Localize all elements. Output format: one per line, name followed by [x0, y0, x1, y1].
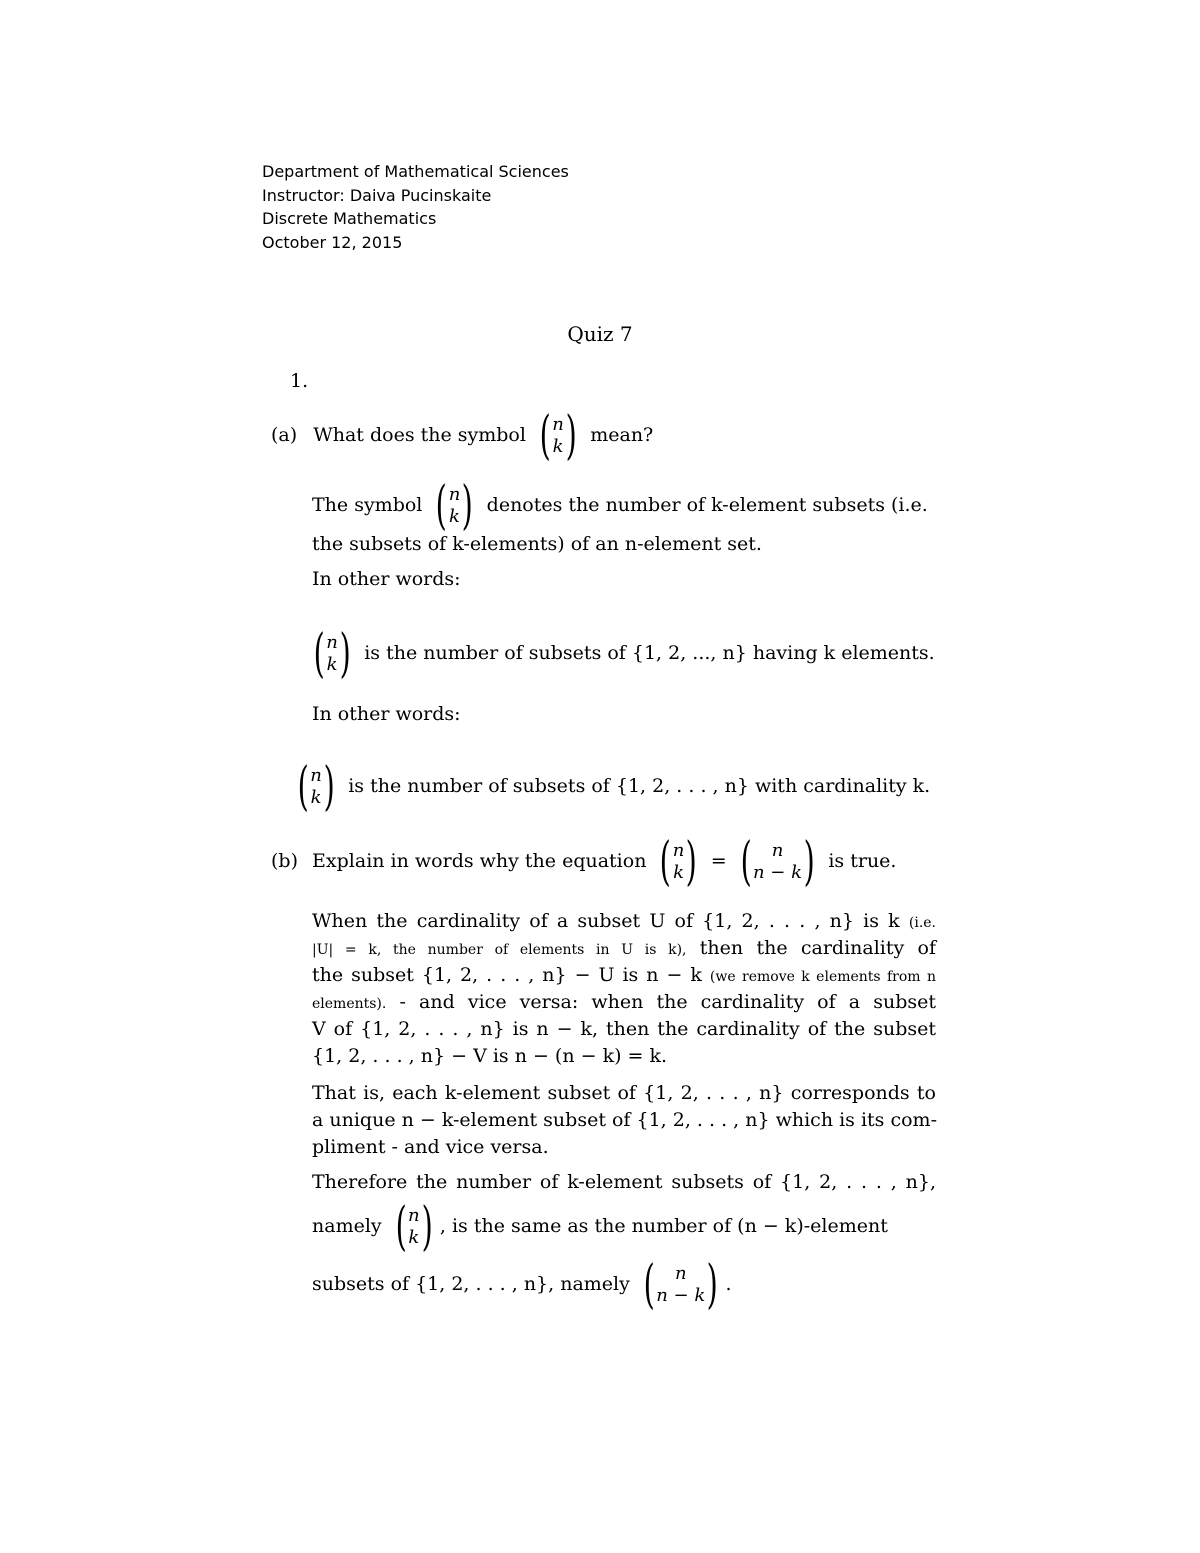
part-b-p2-line-3: pliment - and vice versa. [312, 1136, 549, 1158]
part-b-p1-line-4: elements). - and vice versa: when the cardinality of a subset [312, 991, 936, 1013]
in-other-words-1: In other words: [312, 568, 461, 590]
part-a-question [271, 406, 654, 466]
part-b-question: (b) Explain in words why the equation ( n k ) = ( n n − k ) is true. [271, 832, 897, 892]
part-b-p1-line-6: {1, 2, . . . , n} − V is n − (n − k) = k. [312, 1045, 668, 1067]
document-header [262, 160, 569, 254]
part-a-label: (a) [271, 424, 298, 446]
in-other-words-2: In other words: [312, 703, 461, 725]
department-line: Department of Mathematical Sciences [262, 162, 569, 181]
date-line: October 12, 2015 [262, 232, 403, 252]
part-b-p2-line-2: a unique n − k-element subset of {1, 2, . . . , n} which is its com- [312, 1109, 937, 1131]
binomial-coefficient: ( n k ) [395, 1197, 433, 1257]
statement-2: ( n k ) is the number of subsets of {1, 2, . . . , n} with cardinality k. [290, 761, 930, 813]
binomial-coefficient: ( n k ) [297, 757, 335, 817]
binomial-coefficient: ( n k ) [660, 832, 698, 892]
part-b-p3-line-3: subsets of {1, 2, . . . , n}, namely ( n n − k ) . [312, 1255, 732, 1315]
part-b-p1-line-1: When the cardinality of a subset U of {1, 2, . . . , n} is k (i.e. [312, 910, 936, 932]
statement-1: ( n k ) is the number of subsets of {1, 2, ..., n} having k elements. [306, 628, 935, 680]
part-a-answer-line-2: the subsets of k-elements) of an n-element set. [312, 533, 762, 555]
binomial-coefficient: ( n k ) [313, 624, 351, 684]
binomial-coefficient-n-minus-k: ( n n − k ) [643, 1255, 718, 1315]
part-b-p3-line-1: Therefore the number of k-element subsets of {1, 2, . . . , n}, [312, 1171, 936, 1193]
part-b-p1-line-2: |U| = k, the number of elements in U is k), then the cardinality of [312, 937, 936, 959]
part-a-question-text-after: mean? [590, 424, 654, 446]
part-a-answer-line-1: The symbol ( n k ) denotes the number of k-element subsets (i.e. [312, 476, 928, 536]
course-line: Discrete Mathematics [262, 209, 437, 228]
part-b-label: (b) [271, 850, 298, 872]
binomial-coefficient: ( n k ) [539, 406, 577, 466]
part-a-question-text-before: What does the symbol [313, 424, 526, 446]
part-b-p3-line-2: namely ( n k ) , is the same as the number of (n − k)-element [312, 1197, 888, 1257]
binomial-coefficient-n-minus-k: ( n n − k ) [740, 832, 815, 892]
instructor-line: Instructor: Daiva Pucinskaite [262, 185, 492, 205]
part-b-p2-line-1: That is, each k-element subset of {1, 2, . . . , n} corresponds to [312, 1082, 936, 1104]
binomial-coefficient: ( n k ) [435, 476, 474, 536]
quiz-title: Quiz 7 [567, 322, 633, 346]
question-number: 1. [290, 370, 309, 392]
part-b-p1-line-5: V of {1, 2, . . . , n} is n − k, then the cardinality of the subset [312, 1018, 936, 1040]
part-b-p1-line-3: the subset {1, 2, . . . , n} − U is n − k (we remove k elements from n [312, 964, 936, 986]
